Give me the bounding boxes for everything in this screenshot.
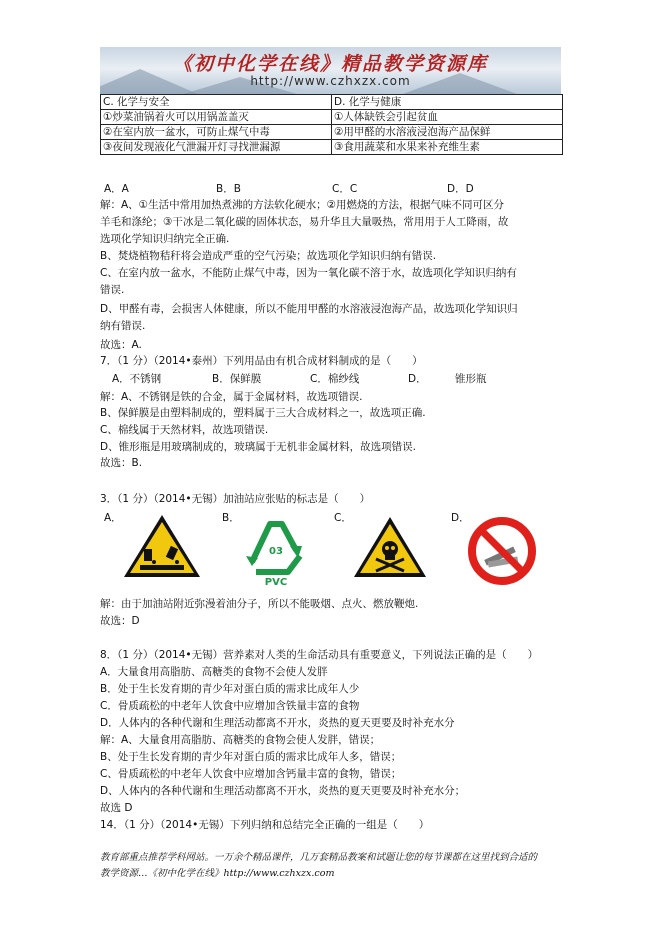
question-stem: 3．（1 分）（2014•无锡）加油站应张贴的标志是（ ）	[100, 493, 371, 505]
table-row	[101, 140, 563, 155]
banner-url[interactable]: http://www.czhxzx.com	[250, 74, 411, 88]
option-line: C．骨质疏松的中老年人饮食中应增加含铁量丰富的食物	[100, 700, 360, 712]
answer-line: D、锥形瓶是用玻璃制成的，玻璃属于无机非金属材料，故选项错误.	[100, 441, 416, 453]
answer-line: C、骨质疏松的中老年人饮食中应增加含钙量丰富的食物，错误；	[100, 768, 402, 780]
table-cell: ①人体缺铁会引起贫血	[332, 110, 563, 125]
choice-d: D．	[408, 373, 427, 385]
choice-c: C．	[334, 512, 352, 524]
answer-line: 解：A、不锈钢是铁的合金，属于金属材料，故选项错误.	[100, 391, 363, 403]
choice-a: A．不锈钢	[112, 373, 162, 385]
corrosive-sign-icon	[122, 513, 202, 579]
table-cell: ①炒菜油锅着火可以用锅盖盖灭	[101, 110, 332, 125]
header-banner	[100, 47, 561, 95]
options-table	[100, 94, 563, 155]
choice-d: D．D	[447, 183, 474, 195]
answer-line: 故选：A.	[100, 339, 142, 351]
answer-line: D、人体内的各种代谢和生理活动都离不开水，炎热的夏天更要及时补充水分；	[100, 785, 466, 797]
answer-line: 解：A、①生活中常用加热煮沸的方法软化硬水；②用燃烧的方法，根据气味不同可区分	[100, 199, 505, 211]
answer-line: 选项化学知识归纳完全正确.	[100, 233, 230, 245]
answer-line: 故选：D	[100, 615, 140, 627]
choice-b: B．B	[216, 183, 241, 195]
answer-line: 故选：B.	[100, 457, 143, 469]
table-row	[101, 125, 563, 140]
answer-line: 解：由于加油站附近弥漫着油分子，所以不能吸烟、点火、燃放鞭炮.	[100, 598, 419, 610]
no-smoking-icon	[466, 515, 538, 587]
table-row	[101, 110, 563, 125]
choice-a: A．A	[104, 183, 129, 195]
poison-sign-icon	[352, 515, 428, 579]
choice-c: C．棉纱线	[310, 373, 360, 385]
footer-line: 教育部重点推荐学科网站。一万余个精品课件，几万套精品教案和试题让您的每节课都在这里找到合适的	[100, 852, 538, 863]
choice-d-text: 锥形瓶	[455, 373, 487, 385]
table-row	[101, 95, 563, 110]
answer-line: B、处于生长发育期的青少年对蛋白质的需求比成年人多，错误；	[100, 751, 402, 763]
table-cell: ③食用蔬菜和水果来补充维生素	[332, 140, 563, 155]
recycle-number: 03	[269, 546, 283, 557]
table-cell: ②用甲醛的水溶液浸泡海产品保鲜	[332, 125, 563, 140]
choice-c: C．C	[332, 183, 358, 195]
answer-line: C、在室内放一盆水，不能防止煤气中毒，因为一氧化碳不溶于水，故选项化学知识归纳有	[100, 267, 517, 279]
answer-line: B、焚烧植物秸秆将会造成严重的空气污染；故选项化学知识归纳有错误.	[100, 250, 437, 262]
choice-d: D．	[451, 512, 470, 524]
footer-line: 教学资源…《初中化学在线》http://www.czhxzx.com	[100, 868, 335, 879]
table-cell: ②在室内放一盆水，可防止煤气中毒	[101, 125, 332, 140]
recycle-code: PVC	[264, 577, 288, 586]
question-stem: 7．（1 分）（2014•泰州）下列用品由有机合成材料制成的是（ ）	[100, 355, 423, 367]
answer-line: C、棉线属于天然材料，故选项错误.	[100, 424, 269, 436]
answer-line: 羊毛和涤纶；③干冰是二氧化碳的固体状态，易升华且大量吸热，常用用于人工降雨，故	[100, 216, 509, 228]
question-stem: 14．（1 分）（2014•无锡）下列归纳和总结完全正确的一组是（ ）	[100, 819, 430, 831]
table-cell: D. 化学与健康	[332, 95, 563, 110]
question-stem: 8．（1 分）（2014•无锡）营养素对人类的生命活动具有重要意义，下列说法正确的是（ ）	[100, 649, 539, 661]
recycle-icon	[238, 510, 314, 586]
choice-b: B．保鲜膜	[212, 373, 262, 385]
answer-line: B、保鲜膜是由塑料制成的，塑料属于三大合成材料之一，故选项正确.	[100, 407, 426, 419]
table-cell: C. 化学与安全	[101, 95, 332, 110]
answer-line: 解：A、大量食用高脂肪、高糖类的食物会使人发胖，错误；	[100, 734, 381, 746]
answer-line: 纳有错误.	[100, 320, 146, 332]
option-line: B．处于生长发育期的青少年对蛋白质的需求比成年人少	[100, 683, 360, 695]
option-line: D．人体内的各种代谢和生理活动都离不开水，炎热的夏天更要及时补充水分	[100, 717, 455, 729]
choice-b: B．	[222, 512, 240, 524]
table-cell: ③夜间发现液化气泄漏开灯寻找泄漏源	[101, 140, 332, 155]
answer-line: D、甲醛有毒，会损害人体健康，所以不能用甲醛的水溶液浸泡海产品，故选项化学知识归	[100, 303, 518, 315]
answer-line: 故选 D	[100, 802, 133, 814]
choice-a: A．	[104, 512, 122, 524]
banner-title: 《初中化学在线》精品教学资源库	[172, 53, 488, 75]
option-line: A．大量食用高脂肪、高糖类的食物不会使人发胖	[100, 666, 328, 678]
answer-line: 错误.	[100, 284, 125, 296]
